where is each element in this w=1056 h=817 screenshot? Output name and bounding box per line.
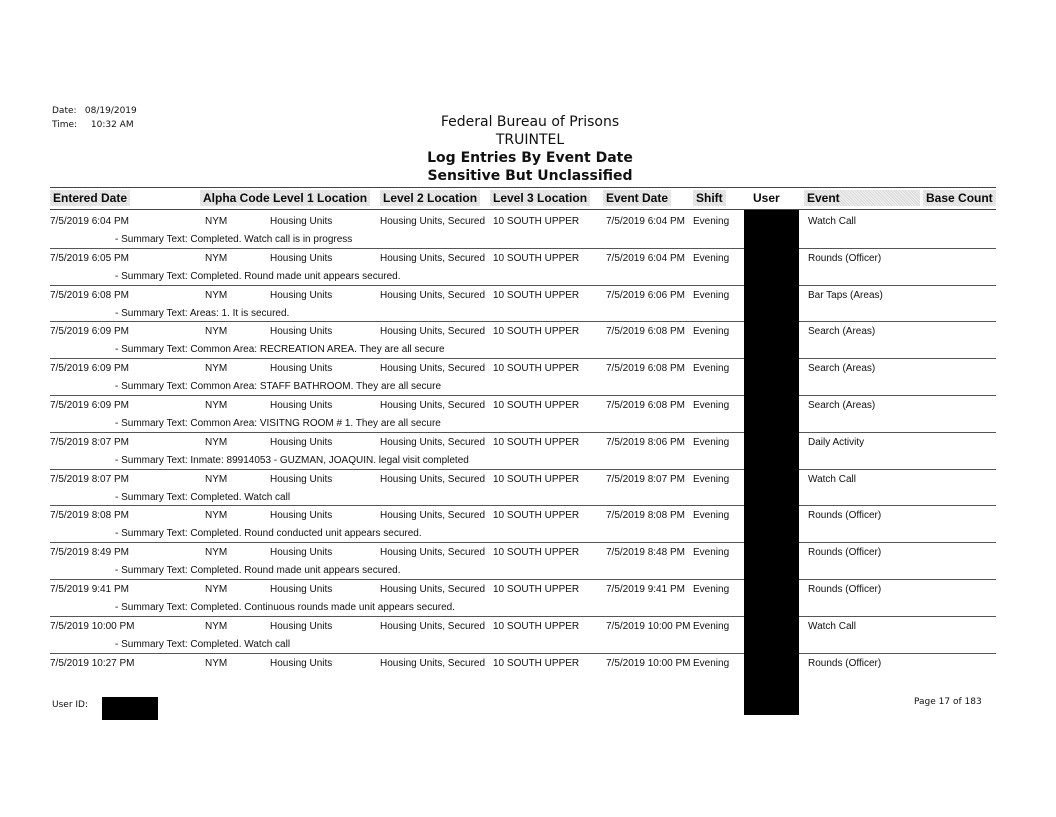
cell-level3: 10 SOUTH UPPER (493, 584, 580, 595)
time-value: 10:32 AM (90, 120, 134, 130)
cell-level3: 10 SOUTH UPPER (493, 473, 580, 485)
cell-level1: Housing Units (270, 657, 333, 669)
cell-event: Watch Call (808, 216, 856, 227)
table-row (50, 653, 996, 690)
cell-level2: Housing Units, Secured (380, 584, 486, 595)
cell-level1: Housing Units (270, 547, 333, 559)
cell-summary-text: - Summary Text: Completed. Watch call (115, 638, 291, 650)
cell-event: Rounds (Officer) (808, 547, 882, 559)
cell-entered-date: 7/5/2019 8:08 PM (50, 510, 129, 522)
cell-shift: Evening (693, 547, 730, 559)
cell-level3: 10 SOUTH UPPER (493, 510, 580, 522)
cell-level3: 10 SOUTH UPPER (493, 657, 580, 669)
cell-event-date: 7/5/2019 6:04 PM (606, 252, 685, 264)
table-row (50, 579, 996, 616)
cell-shift: Evening (693, 510, 730, 522)
report-title: Log Entries By Event Date (427, 150, 633, 166)
cell-entered-date: 7/5/2019 8:07 PM (50, 436, 129, 448)
cell-event-date: 7/5/2019 8:07 PM (606, 473, 685, 485)
cell-alpha-code: NYM (205, 473, 228, 485)
cell-summary-text: - Summary Text: Areas: 1. It is secured. (115, 307, 290, 319)
cell-level2: Housing Units, Secured (380, 510, 486, 522)
cell-level1: Housing Units (270, 473, 333, 485)
cell-summary-text: - Summary Text: Inmate: 89914053 - GUZMAN, JOAQUIN. legal visit completed (115, 454, 469, 466)
cell-entered-date: 7/5/2019 6:05 PM (50, 252, 129, 264)
table-row (50, 285, 996, 322)
row-divider (50, 505, 996, 506)
cell-shift: Evening (693, 436, 730, 448)
cell-alpha-code: NYM (205, 216, 228, 227)
user-id-label: User ID: (52, 700, 88, 710)
cell-event: Search (Areas) (808, 363, 876, 375)
cell-entered-date: 7/5/2019 6:09 PM (50, 363, 129, 375)
cell-level2: Housing Units, Secured (380, 620, 486, 632)
cell-level1: Housing Units (270, 436, 333, 448)
cell-summary-text: - Summary Text: Completed. Round conducted unit appears secured. (115, 528, 422, 540)
row-divider (50, 469, 996, 470)
cell-event-date: 7/5/2019 10:00 PM (606, 620, 691, 632)
cell-entered-date: 7/5/2019 6:09 PM (50, 400, 129, 411)
row-divider (50, 285, 996, 286)
report-time (52, 120, 134, 130)
cell-event-date: 7/5/2019 6:06 PM (606, 289, 685, 301)
cell-summary-text: - Summary Text: Completed. Round made unit appears secured. (115, 565, 401, 577)
cell-shift: Evening (693, 584, 730, 595)
table-row (50, 616, 996, 653)
cell-level1: Housing Units (270, 510, 333, 522)
cell-event: Rounds (Officer) (808, 252, 882, 264)
cell-alpha-code: NYM (205, 326, 228, 338)
table-row (50, 432, 996, 469)
cell-level3: 10 SOUTH UPPER (493, 436, 580, 448)
cell-shift: Evening (693, 289, 730, 301)
col-base-count: Base Count (923, 190, 996, 206)
table-row (50, 469, 996, 506)
cell-event-date: 7/5/2019 8:06 PM (606, 436, 685, 448)
cell-level2: Housing Units, Secured (380, 547, 486, 559)
cell-shift: Evening (693, 620, 730, 632)
col-level3: Level 3 Location (490, 190, 590, 206)
cell-level3: 10 SOUTH UPPER (493, 289, 580, 301)
cell-level3: 10 SOUTH UPPER (493, 326, 580, 338)
col-alpha-code: Alpha Code (200, 190, 273, 206)
classification-title: Sensitive But Unclassified (427, 168, 633, 184)
cell-level3: 10 SOUTH UPPER (493, 363, 580, 375)
cell-shift: Evening (693, 252, 730, 264)
cell-alpha-code: NYM (205, 289, 228, 301)
cell-event: Rounds (Officer) (808, 584, 882, 595)
cell-event: Watch Call (808, 473, 856, 485)
page-number: Page 17 of 183 (914, 697, 982, 707)
cell-entered-date: 7/5/2019 10:27 PM (50, 657, 135, 669)
cell-level1: Housing Units (270, 620, 333, 632)
table-row (50, 358, 996, 395)
cell-event: Daily Activity (808, 436, 865, 448)
cell-event: Bar Taps (Areas) (808, 289, 883, 301)
cell-level3: 10 SOUTH UPPER (493, 620, 580, 632)
table-row (50, 395, 996, 432)
col-user: User (753, 191, 780, 205)
row-divider (50, 248, 996, 249)
cell-entered-date: 7/5/2019 8:07 PM (50, 473, 129, 485)
cell-event-date: 7/5/2019 6:08 PM (606, 326, 685, 338)
cell-alpha-code: NYM (205, 510, 228, 522)
col-level2: Level 2 Location (380, 190, 480, 206)
cell-entered-date: 7/5/2019 8:49 PM (50, 547, 129, 559)
cell-level1: Housing Units (270, 252, 333, 264)
cell-level2: Housing Units, Secured (380, 657, 486, 669)
cell-event-date: 7/5/2019 10:00 PM (606, 657, 691, 669)
user-column-redaction (744, 210, 799, 715)
row-divider (50, 616, 996, 617)
report-date (52, 106, 137, 116)
cell-summary-text: - Summary Text: Completed. Round made unit appears secured. (115, 270, 401, 282)
row-divider (50, 395, 996, 396)
cell-shift: Evening (693, 326, 730, 338)
cell-level2: Housing Units, Secured (380, 252, 486, 264)
cell-entered-date: 7/5/2019 6:04 PM (50, 216, 129, 227)
agency-title: Federal Bureau of Prisons (440, 114, 620, 130)
cell-level2: Housing Units, Secured (380, 400, 486, 411)
cell-entered-date: 7/5/2019 6:09 PM (50, 326, 129, 338)
system-title: TRUINTEL (495, 132, 565, 148)
row-divider (50, 653, 996, 654)
cell-shift: Evening (693, 473, 730, 485)
table-row (50, 542, 996, 579)
cell-level1: Housing Units (270, 216, 333, 227)
cell-event-date: 7/5/2019 6:04 PM (606, 216, 685, 227)
cell-event: Rounds (Officer) (808, 510, 882, 522)
cell-event-date: 7/5/2019 6:08 PM (606, 400, 685, 411)
cell-alpha-code: NYM (205, 252, 228, 264)
cell-alpha-code: NYM (205, 400, 228, 411)
cell-event: Watch Call (808, 620, 856, 632)
cell-level2: Housing Units, Secured (380, 436, 486, 448)
cell-alpha-code: NYM (205, 584, 228, 595)
cell-shift: Evening (693, 216, 730, 227)
cell-level3: 10 SOUTH UPPER (493, 547, 580, 559)
row-divider (50, 542, 996, 543)
table-header (50, 187, 996, 210)
cell-level1: Housing Units (270, 326, 333, 338)
cell-alpha-code: NYM (205, 547, 228, 559)
cell-level1: Housing Units (270, 400, 333, 411)
cell-entered-date: 7/5/2019 6:08 PM (50, 289, 129, 301)
cell-level2: Housing Units, Secured (380, 289, 486, 301)
col-event-date: Event Date (603, 190, 671, 206)
cell-shift: Evening (693, 363, 730, 375)
cell-alpha-code: NYM (205, 363, 228, 375)
cell-level2: Housing Units, Secured (380, 473, 486, 485)
cell-event: Search (Areas) (808, 326, 876, 338)
cell-event-date: 7/5/2019 6:08 PM (606, 363, 685, 375)
cell-event: Rounds (Officer) (808, 657, 882, 669)
cell-entered-date: 7/5/2019 9:41 PM (50, 584, 129, 595)
row-divider (50, 358, 996, 359)
col-entered-date: Entered Date (50, 190, 130, 206)
row-divider (50, 432, 996, 433)
cell-summary-text: - Summary Text: Common Area: RECREATION AREA. They are all secure (115, 344, 445, 356)
user-id-redaction (102, 697, 158, 720)
col-event: Event (804, 190, 920, 206)
cell-level3: 10 SOUTH UPPER (493, 400, 580, 411)
cell-shift: Evening (693, 657, 730, 669)
cell-summary-text: - Summary Text: Completed. Watch call is in progress (115, 234, 353, 245)
table-row (50, 211, 996, 248)
cell-summary-text: - Summary Text: Completed. Continuous rounds made unit appears secured. (115, 602, 455, 613)
cell-event-date: 7/5/2019 8:08 PM (606, 510, 685, 522)
cell-alpha-code: NYM (205, 620, 228, 632)
cell-event-date: 7/5/2019 9:41 PM (606, 584, 685, 595)
cell-level2: Housing Units, Secured (380, 363, 486, 375)
cell-shift: Evening (693, 400, 730, 411)
cell-level1: Housing Units (270, 584, 333, 595)
cell-summary-text: - Summary Text: Completed. Watch call (115, 491, 291, 503)
cell-level3: 10 SOUTH UPPER (493, 252, 580, 264)
col-level1: Level 1 Location (270, 190, 370, 206)
time-label: Time: (52, 120, 78, 130)
table-row (50, 321, 996, 358)
date-value: 08/19/2019 (84, 106, 137, 116)
row-divider (50, 321, 996, 322)
cell-level1: Housing Units (270, 289, 333, 301)
cell-event-date: 7/5/2019 8:48 PM (606, 547, 685, 559)
row-divider (50, 579, 996, 580)
cell-event: Search (Areas) (808, 400, 876, 411)
table-row (50, 248, 996, 285)
cell-level2: Housing Units, Secured (380, 216, 486, 227)
cell-level2: Housing Units, Secured (380, 326, 486, 338)
cell-entered-date: 7/5/2019 10:00 PM (50, 620, 135, 632)
cell-level1: Housing Units (270, 363, 333, 375)
cell-alpha-code: NYM (205, 657, 228, 669)
cell-summary-text: - Summary Text: Common Area: STAFF BATHROOM. They are all secure (115, 381, 442, 393)
table-row (50, 505, 996, 542)
cell-level3: 10 SOUTH UPPER (493, 216, 580, 227)
cell-alpha-code: NYM (205, 436, 228, 448)
cell-summary-text: - Summary Text: Common Area: VISITNG ROOM # 1. They are all secure (115, 418, 441, 429)
date-label: Date: (52, 106, 77, 116)
col-shift: Shift (693, 190, 726, 206)
